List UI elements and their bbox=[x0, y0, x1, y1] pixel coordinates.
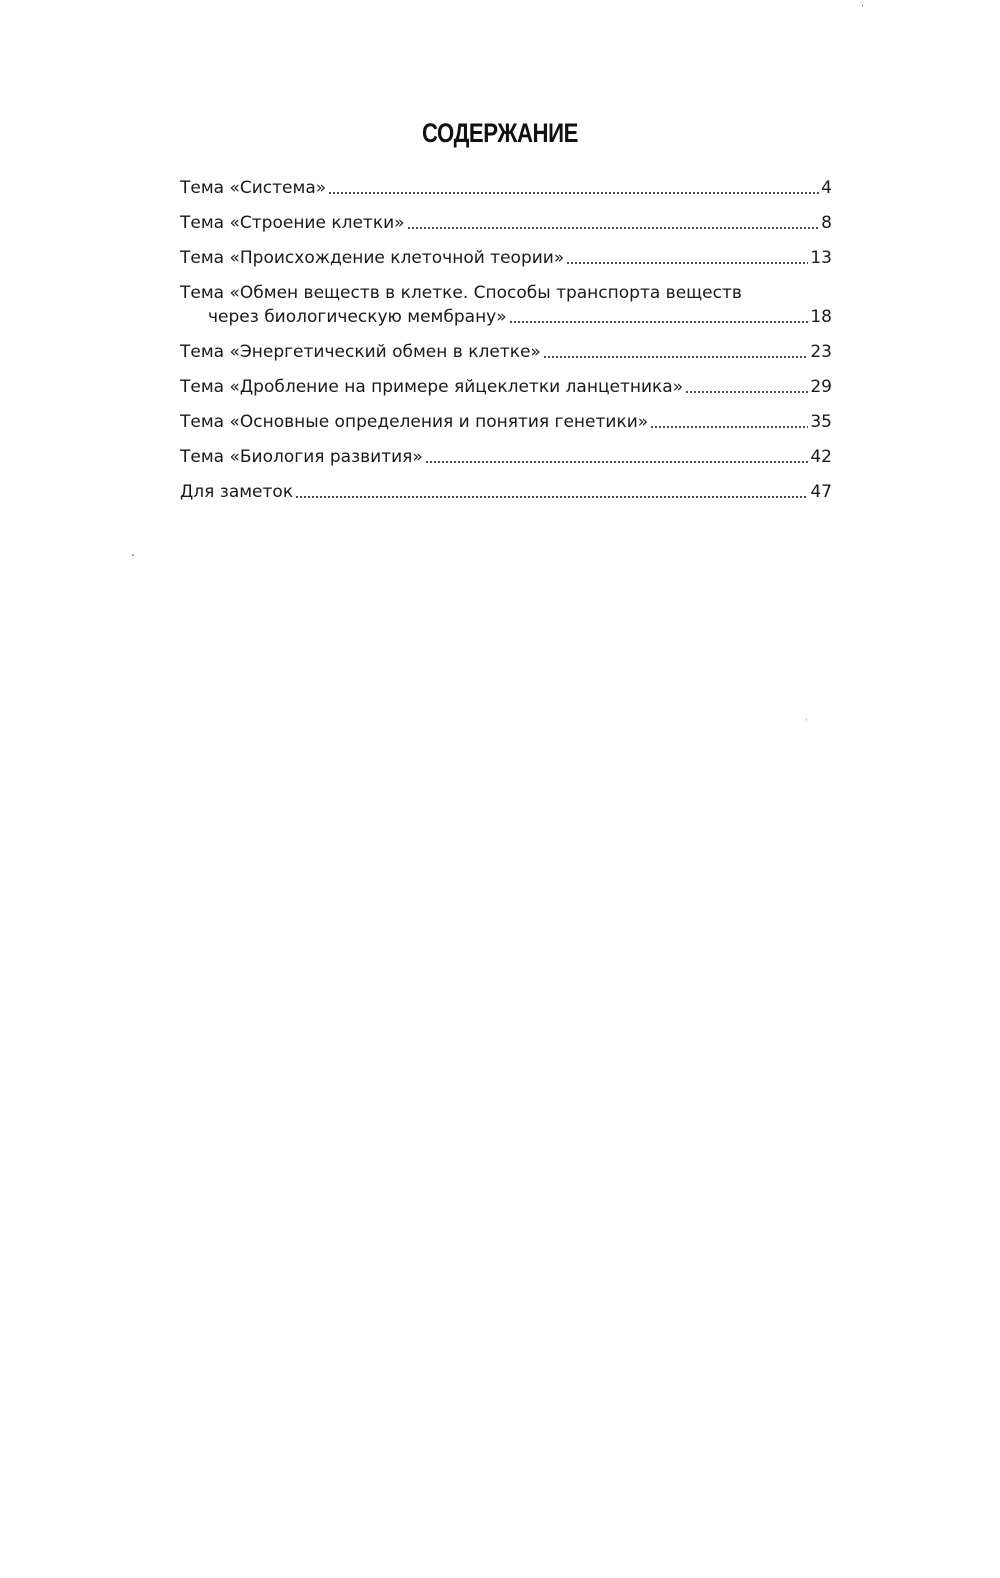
scan-speck bbox=[132, 554, 134, 556]
toc-entry bbox=[180, 281, 832, 329]
toc-entry bbox=[180, 340, 832, 364]
toc-entry bbox=[180, 480, 832, 504]
toc-entry bbox=[180, 176, 832, 200]
toc-entry-page: 23 bbox=[810, 342, 832, 362]
dot-leader bbox=[328, 192, 819, 194]
toc-entry-page: 4 bbox=[821, 178, 832, 198]
toc-entry-title: Тема «Строение клетки» bbox=[180, 213, 405, 233]
toc-entry-page: 29 bbox=[810, 377, 832, 397]
toc-entry-title-cont: через биологическую мембрану» bbox=[208, 307, 507, 327]
dot-leader bbox=[425, 461, 809, 463]
toc-entry bbox=[180, 211, 832, 235]
toc-entry-title: Тема «Происхождение клеточной теории» bbox=[180, 248, 565, 268]
toc-entry-title: Тема «Биология развития» bbox=[180, 447, 423, 467]
toc-entry-title: Тема «Дробление на примере яйцеклетки ланцетника» bbox=[180, 377, 684, 397]
toc-entry-title: Тема «Обмен веществ в клетке. Способы транспорта веществ bbox=[180, 283, 742, 303]
scan-speck bbox=[806, 718, 807, 721]
scan-speck bbox=[862, 4, 863, 7]
toc-entry-continuation bbox=[180, 305, 832, 329]
toc-entry-title: Для заметок bbox=[180, 482, 294, 502]
toc-entry bbox=[180, 375, 832, 399]
toc-entry bbox=[180, 410, 832, 434]
toc-entry-page: 35 bbox=[810, 412, 832, 432]
dot-leader bbox=[685, 391, 808, 393]
dot-leader bbox=[295, 496, 808, 498]
toc-entry-title: Тема «Основные определения и понятия генетики» bbox=[180, 412, 649, 432]
toc-entry bbox=[180, 445, 832, 469]
dot-leader bbox=[509, 321, 809, 323]
toc-entry-title: Тема «Энергетический обмен в клетке» bbox=[180, 342, 541, 362]
toc-entry-page: 18 bbox=[810, 307, 832, 327]
dot-leader bbox=[407, 227, 820, 229]
page-title: СОДЕРЖАНИЕ bbox=[422, 118, 578, 148]
toc-entry-page: 47 bbox=[810, 482, 832, 502]
table-of-contents bbox=[180, 176, 832, 515]
toc-entry-page: 42 bbox=[810, 447, 832, 467]
toc-entry-page: 13 bbox=[810, 248, 832, 268]
dot-leader bbox=[650, 426, 808, 428]
toc-entry-page: 8 bbox=[821, 213, 832, 233]
toc-entry-title: Тема «Система» bbox=[180, 178, 327, 198]
toc-entry bbox=[180, 246, 832, 270]
dot-leader bbox=[543, 356, 809, 358]
dot-leader bbox=[566, 262, 808, 264]
